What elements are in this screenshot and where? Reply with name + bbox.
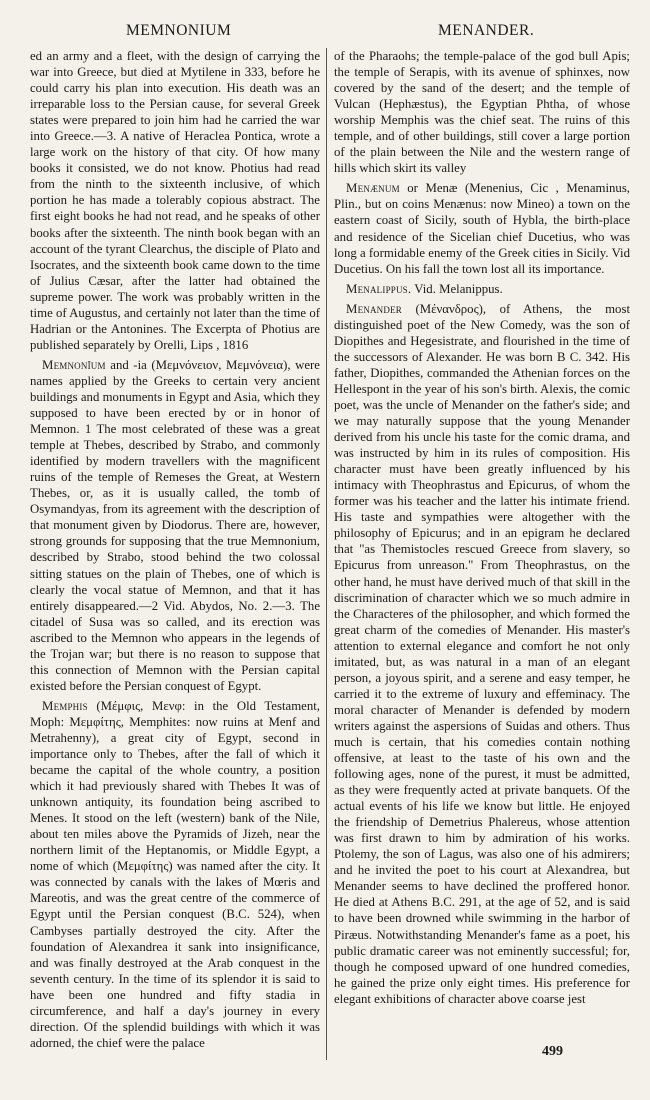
entry-menalippus: [334, 281, 630, 297]
entry-memnonium-body: and -ia (Μεμνόνειον, Μεμνόνεια), were names applied by the Greeks to certain very ancient buildings and monuments in Egypt and Asia, which they supposed to have been erected by or in honor of Memnon. 1 The most celebrated of these was a great temple at Thebes, described by Strabo, and commonly identified by modern travellers with the magnificent ruins of the temple of Remeses the Great, at Western Thebes, or, as it is usually called, the tomb of Osymandyas, from its agreement with the description of that monument given by Diodorus. There are, however, strong grounds for supposing that the true Memnonium, described by Strabo, stood behind the two colossal sitting statues on the plain of Thebes, one of which is clearly the vocal statue of Memnon, and that it has entirely disappeared.—2 Vid. Abydos, No. 2.—3. The citadel of Susa was so called, and its erection was ascribed to the Memnon who appears in the legends of the Trojan war; but there is no reason to suppose that this connection of Memnon with the Persian capital existed before the Persian conquest of Egypt.: [30, 357, 320, 693]
headword-menalippus: Menalippus.: [346, 281, 412, 296]
entry-memphis-body: (Μέμφις, Μενφ: in the Old Testament, Moph: Μεμφίτης, Memphites: now ruins at Menf and Metrahenny), a great city of Egypt, second in importance only to Thebes, after the fall of which it became the capital of the whole country, a position which it had previously shared with Thebes It was of unknown antiquity, its foundation being ascribed to Menes. It stood on the left (western) bank of the Nile, about ten miles above the Pyramids of Jizeh, near the northern limit of the Heptanomis, or Middle Egypt, a nome of which (Μεμφίτης) was named after the city. It was connected by canals with the lakes of Mœris and Mareotis, and was the great centre of the commerce of Egypt until the Persian conquest (B.C. 524), when Cambyses partially destroyed the city. After the foundation of Alexandrea it sank into insignificance, and was finally destroyed at the Arab conquest in the seventh century. In the time of its splendor it is said to have been one hundred and fifty stadia in circumference, and half a day's journey in every direction. Of the splendid buildings with which it was adorned, the chief were the palace: [30, 698, 320, 1050]
running-head-left: MEMNONIUM: [126, 22, 232, 39]
headword-menaenum: Menænum: [346, 181, 400, 196]
headword-menander: Menander: [346, 301, 402, 316]
headword-memnonium: Memnonĭum: [42, 357, 106, 372]
entry-memnonium: [30, 357, 320, 694]
right-column: [334, 48, 630, 1078]
headword-memphis: Memphis: [42, 698, 88, 713]
left-column: [30, 48, 320, 1078]
page-number: 499: [542, 1044, 563, 1059]
entry-menaenum-body: or Menæ (Menenius, Cic , Menaminus, Plin., but on coins Menænus: now Mineo) a town on the eastern coast of Sicily, south of Hybla, the birth-place and residence of the Sicelian chief Ducetius, who was long a formidable enemy of the Greek cities in Sicily. Vid Ducetius. On his fall the town lost all its importance.: [334, 181, 630, 276]
entry-menander: [334, 301, 630, 1007]
running-head: [0, 22, 650, 44]
entry-menander-body: (Μένανδρος), of Athens, the most distinguished poet of the New Comedy, was the son of Diopithes and Hegesistrate, and flourished in the time of the successors of Alexander. He was born B C. 342. His father, Diopithes, commanded the Athenian forces on the Hellespont in the year of his son's birth. Alexis, the comic poet, was the uncle of Menander on the father's side; and we may naturally suppose that the young Menander derived from his uncle his taste for the comic drama, and was instructed by him in its rules of composition. His character must have been greatly influenced by his intimacy with Theophrastus and Epicurus, of whom the former was his teacher and the latter his intimate friend. His taste and sympathies were altogether with the philosophy of Epicurus; and in an epigram he declared that "as Themistocles rescued Greece from slavery, so Epicurus from unreason." From Theophrastus, on the other hand, he must have derived much of that skill in the discrimination of character which we so much admire in the Characteres of the philosopher, and which formed the great charm of the comedies of Menander. His master's attention to external elegance and comfort he not only imitated, but, as was natural in a man of an elegant person, a joyous spirit, and a serene and easy temper, he carried it to the extreme of luxury and effeminacy. The moral character of Menander is defended by modern writers against the aspersions of Suidas and others. Thus much is certain, that his comedies contain nothing offensive, at least to the taste of his own and the following ages, none of the purest, it must be admitted, as they were frequently acted at private banquets. Of the actual events of his life we know but little. He enjoyed the friendship of Demetrius Phalereus, whose attention was first drawn to him by admiration of his works. Ptolemy, the son of Lagus, was also one of his admirers; and he invited the poet to his court at Alexandrea, but Menander seems to have declined the proffered honor. He died at Athens B.C. 291, at the age of 52, and is said to have been drowned while swimming in the harbor of Piræus. Notwithstanding Menander's fame as a poet, his public dramatic career was not eminently successful; for, though he composed upward of one hundred comedies, he gained the prize only eight times. His preference for elegant exhibitions of character above coarse jest: [334, 301, 630, 1006]
entry-menalippus-body: Vid. Melanippus.: [411, 281, 503, 296]
running-head-right: MENANDER.: [438, 22, 535, 39]
entry-memphis: [30, 698, 320, 1051]
column-rule: [326, 48, 327, 1060]
entry-menaenum: [334, 180, 630, 276]
entry-memnon-continued: ed an army and a fleet, with the design of carrying the war into Greece, but died at Mytilene in 333, before he could carry his plan into execution. His death was an irreparable loss to the Persian cause, for several Greek states were prepared to join him had he carried the war into Greece.—3. A native of Heraclea Pontica, wrote a large work on the history of that city. Of how many books it consisted, we do not know. Photius had read from the ninth to the sixteenth inclusive, of which portion he has made a tolerably copious abstract. The first eight books he had not read, and he speaks of other books after the sixteenth. The ninth book began with an account of the tyrant Clearchus, the disciple of Plato and Isocrates, and the sixteenth book came down to the time of Julius Cæsar, after the latter had obtained the supreme power. The work was probably written in the time of Augustus, and certainly not later than the time of Hadrian or the Antonines. The Excerpta of Photius are published separately by Orelli, Lips , 1816: [30, 49, 320, 352]
entry-memphis-continued: of the Pharaohs; the temple-palace of the god bull Apis; the temple of Serapis, with its avenue of sphinxes, now covered by the sand of the desert; and the temple of Vulcan (Hephæstus), the Egyptian Phtha, of whose worship Memphis was the chief seat. The ruins of this temple, and of other buildings, still cover a large portion of the plain between the Nile and the western range of hills which skirt its valley: [334, 49, 630, 176]
